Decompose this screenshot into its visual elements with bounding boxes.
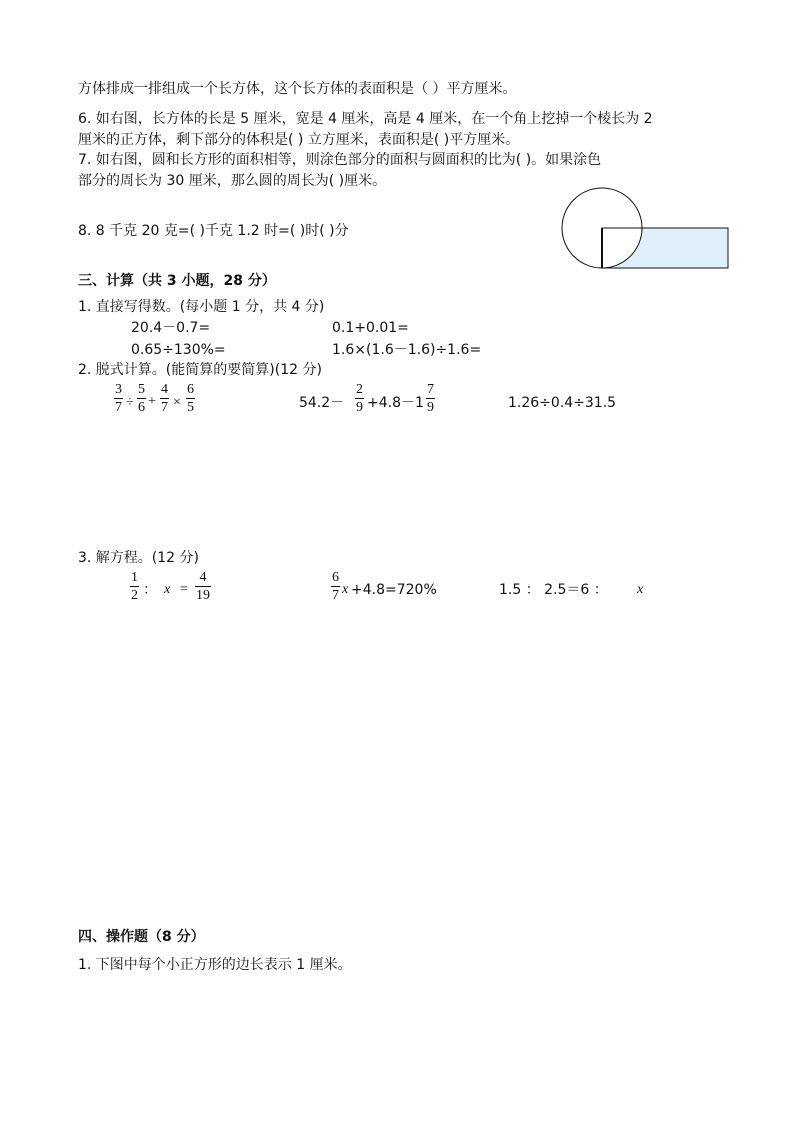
variable-x: x (342, 582, 349, 597)
ratio-colon: ： (143, 582, 157, 598)
fraction-6-5: 6 5 (187, 382, 194, 415)
fraction-1-2: 1 2 (131, 570, 138, 603)
fraction-4-19: 4 19 (196, 570, 210, 603)
q6-line-2: 厘米的正方体，剩下部分的体积是( ) 立方厘米，表面积是( )平方厘米。 (78, 132, 520, 148)
equals-sign: = (180, 582, 188, 597)
q7-line-2: 部分的周长为 30 厘米，那么圆的周长为( )厘米。 (78, 173, 387, 189)
section-3-title: 三、计算（共 3 小题，28 分） (78, 273, 276, 289)
section-4-question-1: 1. 下图中每个小正方形的边长表示 1 厘米。 (78, 957, 352, 973)
shaded-region (602, 228, 728, 268)
calc-1a: 20.4－0.7= (131, 320, 211, 336)
fraction-3-7: 3 7 (115, 382, 122, 415)
fraction-2-9: 2 9 (356, 382, 363, 415)
variable-x: x (164, 582, 171, 597)
equation-3: 1.5 ： 2.5＝6 ： (499, 582, 608, 598)
operator-plus: + (148, 394, 156, 409)
circle-rectangle-figure (556, 184, 736, 274)
fraction-7-9: 7 9 (427, 382, 434, 415)
q5-tail-text: 方体排成一排组成一个长方体，这个长方体的表面积是（ ）平方厘米。 (78, 81, 517, 97)
q6-line-1: 6. 如右图，长方体的长是 5 厘米，宽是 4 厘米，高是 4 厘米，在一个角上挖掉一个棱长为 2 (78, 111, 653, 127)
calc-1c: 0.65÷130%= (131, 342, 226, 358)
fraction-4-7: 4 7 (161, 382, 168, 415)
expr-2c: 1.26÷0.4÷31.5 (508, 395, 617, 411)
section-4-title: 四、操作题（8 分） (78, 929, 205, 945)
operator-times: × (173, 395, 181, 410)
equation-2-rest: +4.8=720% (351, 582, 437, 598)
expr-2b-prefix: 54.2－ (299, 395, 345, 411)
variable-x: x (637, 582, 644, 597)
q8-text: 8. 8 千克 20 克=( )千克 1.2 时=( )时( )分 (78, 223, 349, 239)
calc-1b: 0.1+0.01= (332, 320, 409, 336)
fraction-5-6: 5 6 (138, 382, 145, 415)
fraction-6-7: 6 7 (332, 570, 339, 603)
expr-2b-middle: +4.8－1 (367, 395, 424, 411)
part-1-title: 1. 直接写得数。(每小题 1 分，共 4 分) (78, 299, 325, 315)
part-3-title: 3. 解方程。(12 分) (78, 550, 199, 566)
calc-1d: 1.6×(1.6－1.6)÷1.6= (332, 342, 482, 358)
q7-line-1: 7. 如右图，圆和长方形的面积相等，则涂色部分的面积与圆面积的比为( )。如果涂色 (78, 152, 602, 168)
operator-divide: ÷ (126, 395, 134, 410)
part-2-title: 2. 脱式计算。(能简算的要简算)(12 分) (78, 362, 322, 378)
